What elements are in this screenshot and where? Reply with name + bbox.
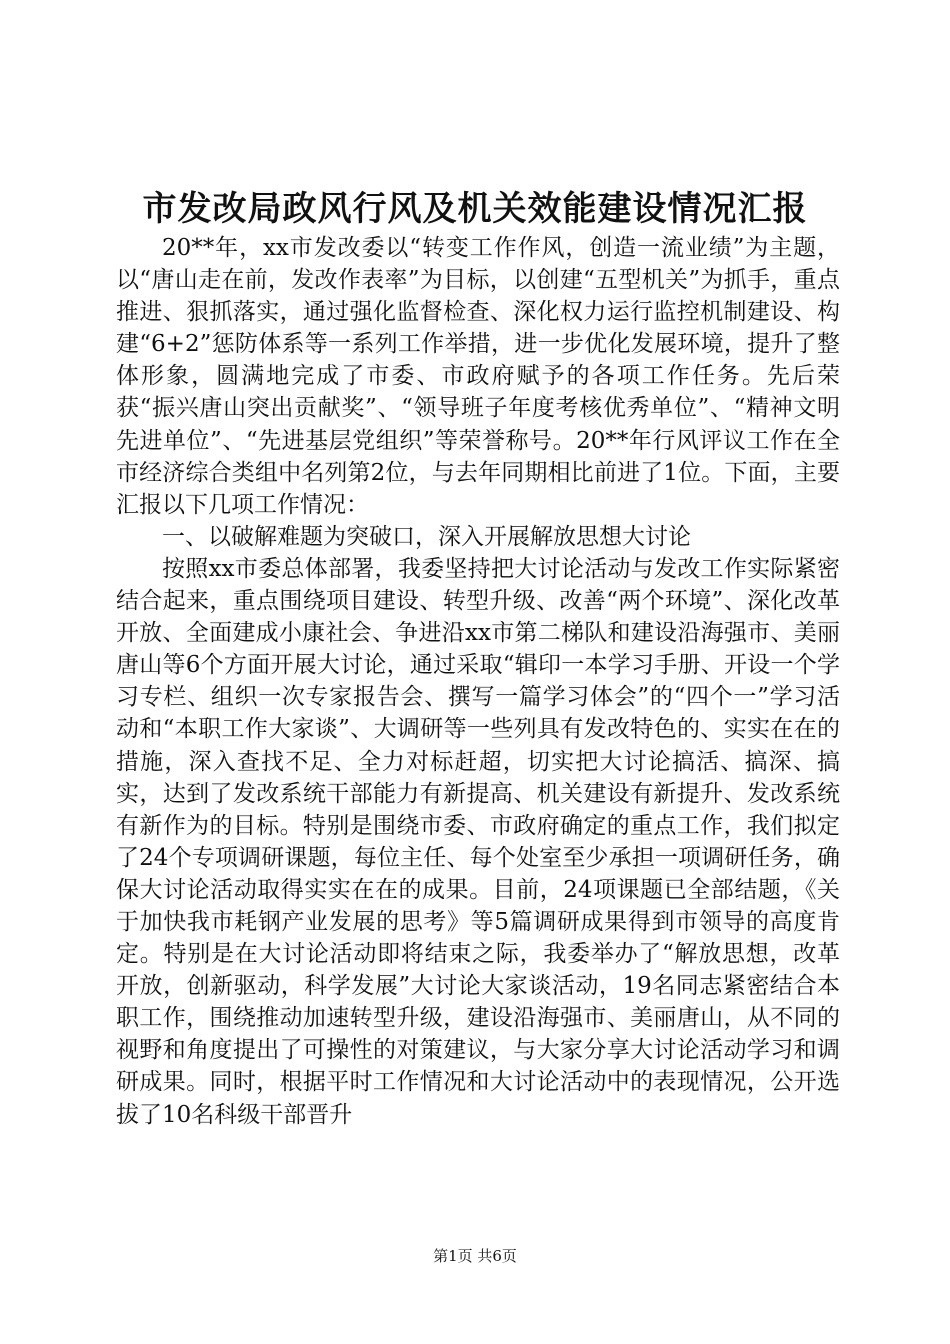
document-body bbox=[116, 232, 840, 1131]
section-heading: 一、以破解难题为突破口，深入开展解放思想大讨论 bbox=[162, 523, 691, 550]
page-footer: 第1页 共6页 bbox=[433, 1247, 517, 1265]
intro-paragraph: 20**年，xx市发改委以“转变工作作风，创造一流业绩”为主题，以“唐山走在前，发改作表率”为目标，以创建“五型机关”为抓手，重点推进、狠抓落实，通过强化监督检查、深化权力运行监控机制建设、构建“6+2”惩防体系等一系列工作举措，进一步优化发展环境，提升了整体形象，圆满地完成了市委、市政府赋予的各项工作任务。先后荣获“振兴唐山突出贡献奖”、“领导班子年度考核优秀单位”、“精神文明先进单位”、“先进基层党组织”等荣誉称号。20**年行风评议工作在全市经济综合类组中名列第2位，与去年同期相比前进了1位。下面，主要汇报以下几项工作情况： bbox=[116, 235, 840, 518]
section-paragraph: 按照xx市委总体部署，我委坚持把大讨论活动与发改工作实际紧密结合起来，重点围绕项目建设、转型升级、改善“两个环境”、深化改革开放、全面建成小康社会、争进沿xx市第二梯队和建设沿海强市、美丽唐山等6个方面开展大讨论，通过采取“辑印一本学习手册、开设一个学习专栏、组织一次专家报告会、撰写一篇学习体会”的“四个一”学习活动和“本职工作大家谈”、大调研等一些列具有发改特色的、实实在在的措施，深入查找不足、全力对标赶超，切实把大讨论搞活、搞深、搞实，达到了发改系统干部能力有新提高、机关建设有新提升、发改系统有新作为的目标。特别是围绕市委、市政府确定的重点工作，我们拟定了24个专项调研课题，每位主任、每个处室至少承担一项调研任务，确保大讨论活动取得实实在在的成果。目前，24项课题已全部结题，《关于加快我市耗钢产业发展的思考》等5篇调研成果得到市领导的高度肯定。特别是在大讨论活动即将结束之际，我委举办了“解放思想，改革开放，创新驱动，科学发展”大讨论大家谈活动，19名同志紧密结合本职工作，围绕推动加速转型升级，建设沿海强市、美丽唐山，从不同的视野和角度提出了可操性的对策建议，与大家分享大讨论活动学习和调研成果。同时，根据平时工作情况和大讨论活动中的表现情况，公开选拔了10名科级干部晋升 bbox=[116, 555, 840, 1128]
document-title: 市发改局政风行风及机关效能建设情况汇报 bbox=[142, 189, 808, 229]
